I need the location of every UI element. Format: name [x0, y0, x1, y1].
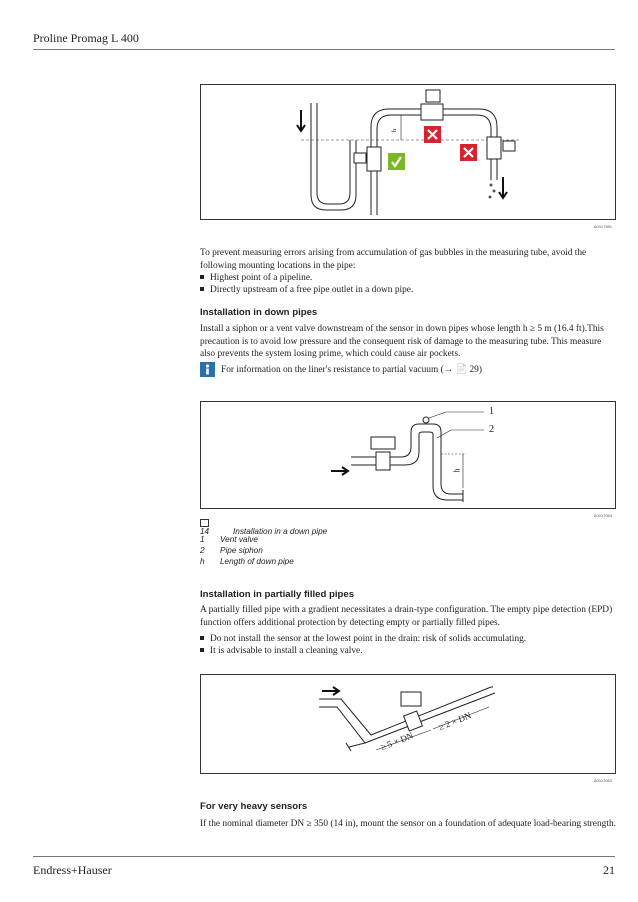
- intro-bullet-2: Directly upstream of a free pipe outlet in a down pipe.: [200, 284, 413, 297]
- dimension-5dn: ≥ 5 × DN: [379, 730, 415, 753]
- legend-item: 2 Pipe siphon: [200, 546, 263, 555]
- figure-caption: 14 Installation in a down pipe: [200, 518, 327, 536]
- header-rule: [33, 49, 615, 50]
- footer-brand: Endress+Hauser: [33, 863, 112, 877]
- info-text: For information on the liner's resistance to partial vacuum (→ 📄 29): [221, 365, 482, 375]
- heading-heavy-sensors: For very heavy sensors: [200, 801, 308, 812]
- caption-number: 14: [200, 518, 219, 536]
- x-mark-icon: [460, 144, 477, 161]
- partially-filled-bullet-1: Do not install the sensor at the lowest point in the drain: risk of solids accumulating.: [200, 633, 526, 646]
- footer-rule: [33, 856, 615, 857]
- info-icon: [200, 362, 215, 377]
- svg-text:h: h: [392, 129, 398, 132]
- dimension-2dn: ≥ 2 × DN: [437, 710, 473, 733]
- heading-down-pipes: Installation in down pipes: [200, 307, 318, 318]
- partially-filled-bullet-2: It is advisable to install a cleaning valve.: [200, 645, 363, 658]
- callout-h: h: [452, 468, 462, 473]
- figure-id: A0017064: [593, 513, 612, 518]
- page-header-title: Proline Promag L 400: [33, 31, 139, 45]
- heading-partially-filled: Installation in partially filled pipes: [200, 589, 355, 600]
- heavy-sensors-paragraph: If the nominal diameter DN ≥ 350 (14 in), mount the sensor on a foundation of adequate load-bearing strength.: [200, 819, 616, 829]
- down-pipes-paragraph: Install a siphon or a vent valve downstream of the sensor in down pipes whose length h ≥ 5 m (16.4 ft).This precaution is to avoid low pressure and the consequent risk of damage to the measuring tube. This measure also prevents the system losing prime, which could cause air pockets.: [200, 324, 604, 360]
- intro-bullet-1: Highest point of a pipeline.: [200, 272, 312, 285]
- callout-2: 2: [489, 424, 494, 435]
- figure-partially-filled: [200, 674, 616, 783]
- intro-paragraph: To prevent measuring errors arising from accumulation of gas bubbles in the measuring tube, avoid the following mounting locations in the pipe:: [200, 248, 587, 271]
- figure-gas-bubbles: [200, 84, 616, 229]
- figure-down-pipe: [200, 401, 616, 518]
- checkmark-icon: [388, 153, 405, 170]
- legend-item: 1 Vent valve: [200, 535, 258, 544]
- figure-icon: [200, 519, 209, 527]
- legend-item: h Length of down pipe: [200, 557, 294, 566]
- callout-1: 1: [489, 406, 494, 417]
- figure-id: A0017981: [593, 224, 612, 229]
- partially-filled-paragraph: A partially filled pipe with a gradient necessitates a drain-type configuration. The empty pipe detection (EPD) function offers additional protection by detecting empty or partially filled pipes.: [200, 605, 613, 628]
- x-mark-icon: [424, 126, 441, 143]
- figure-id: A0017063: [593, 778, 612, 783]
- footer-page-number: 21: [603, 863, 615, 877]
